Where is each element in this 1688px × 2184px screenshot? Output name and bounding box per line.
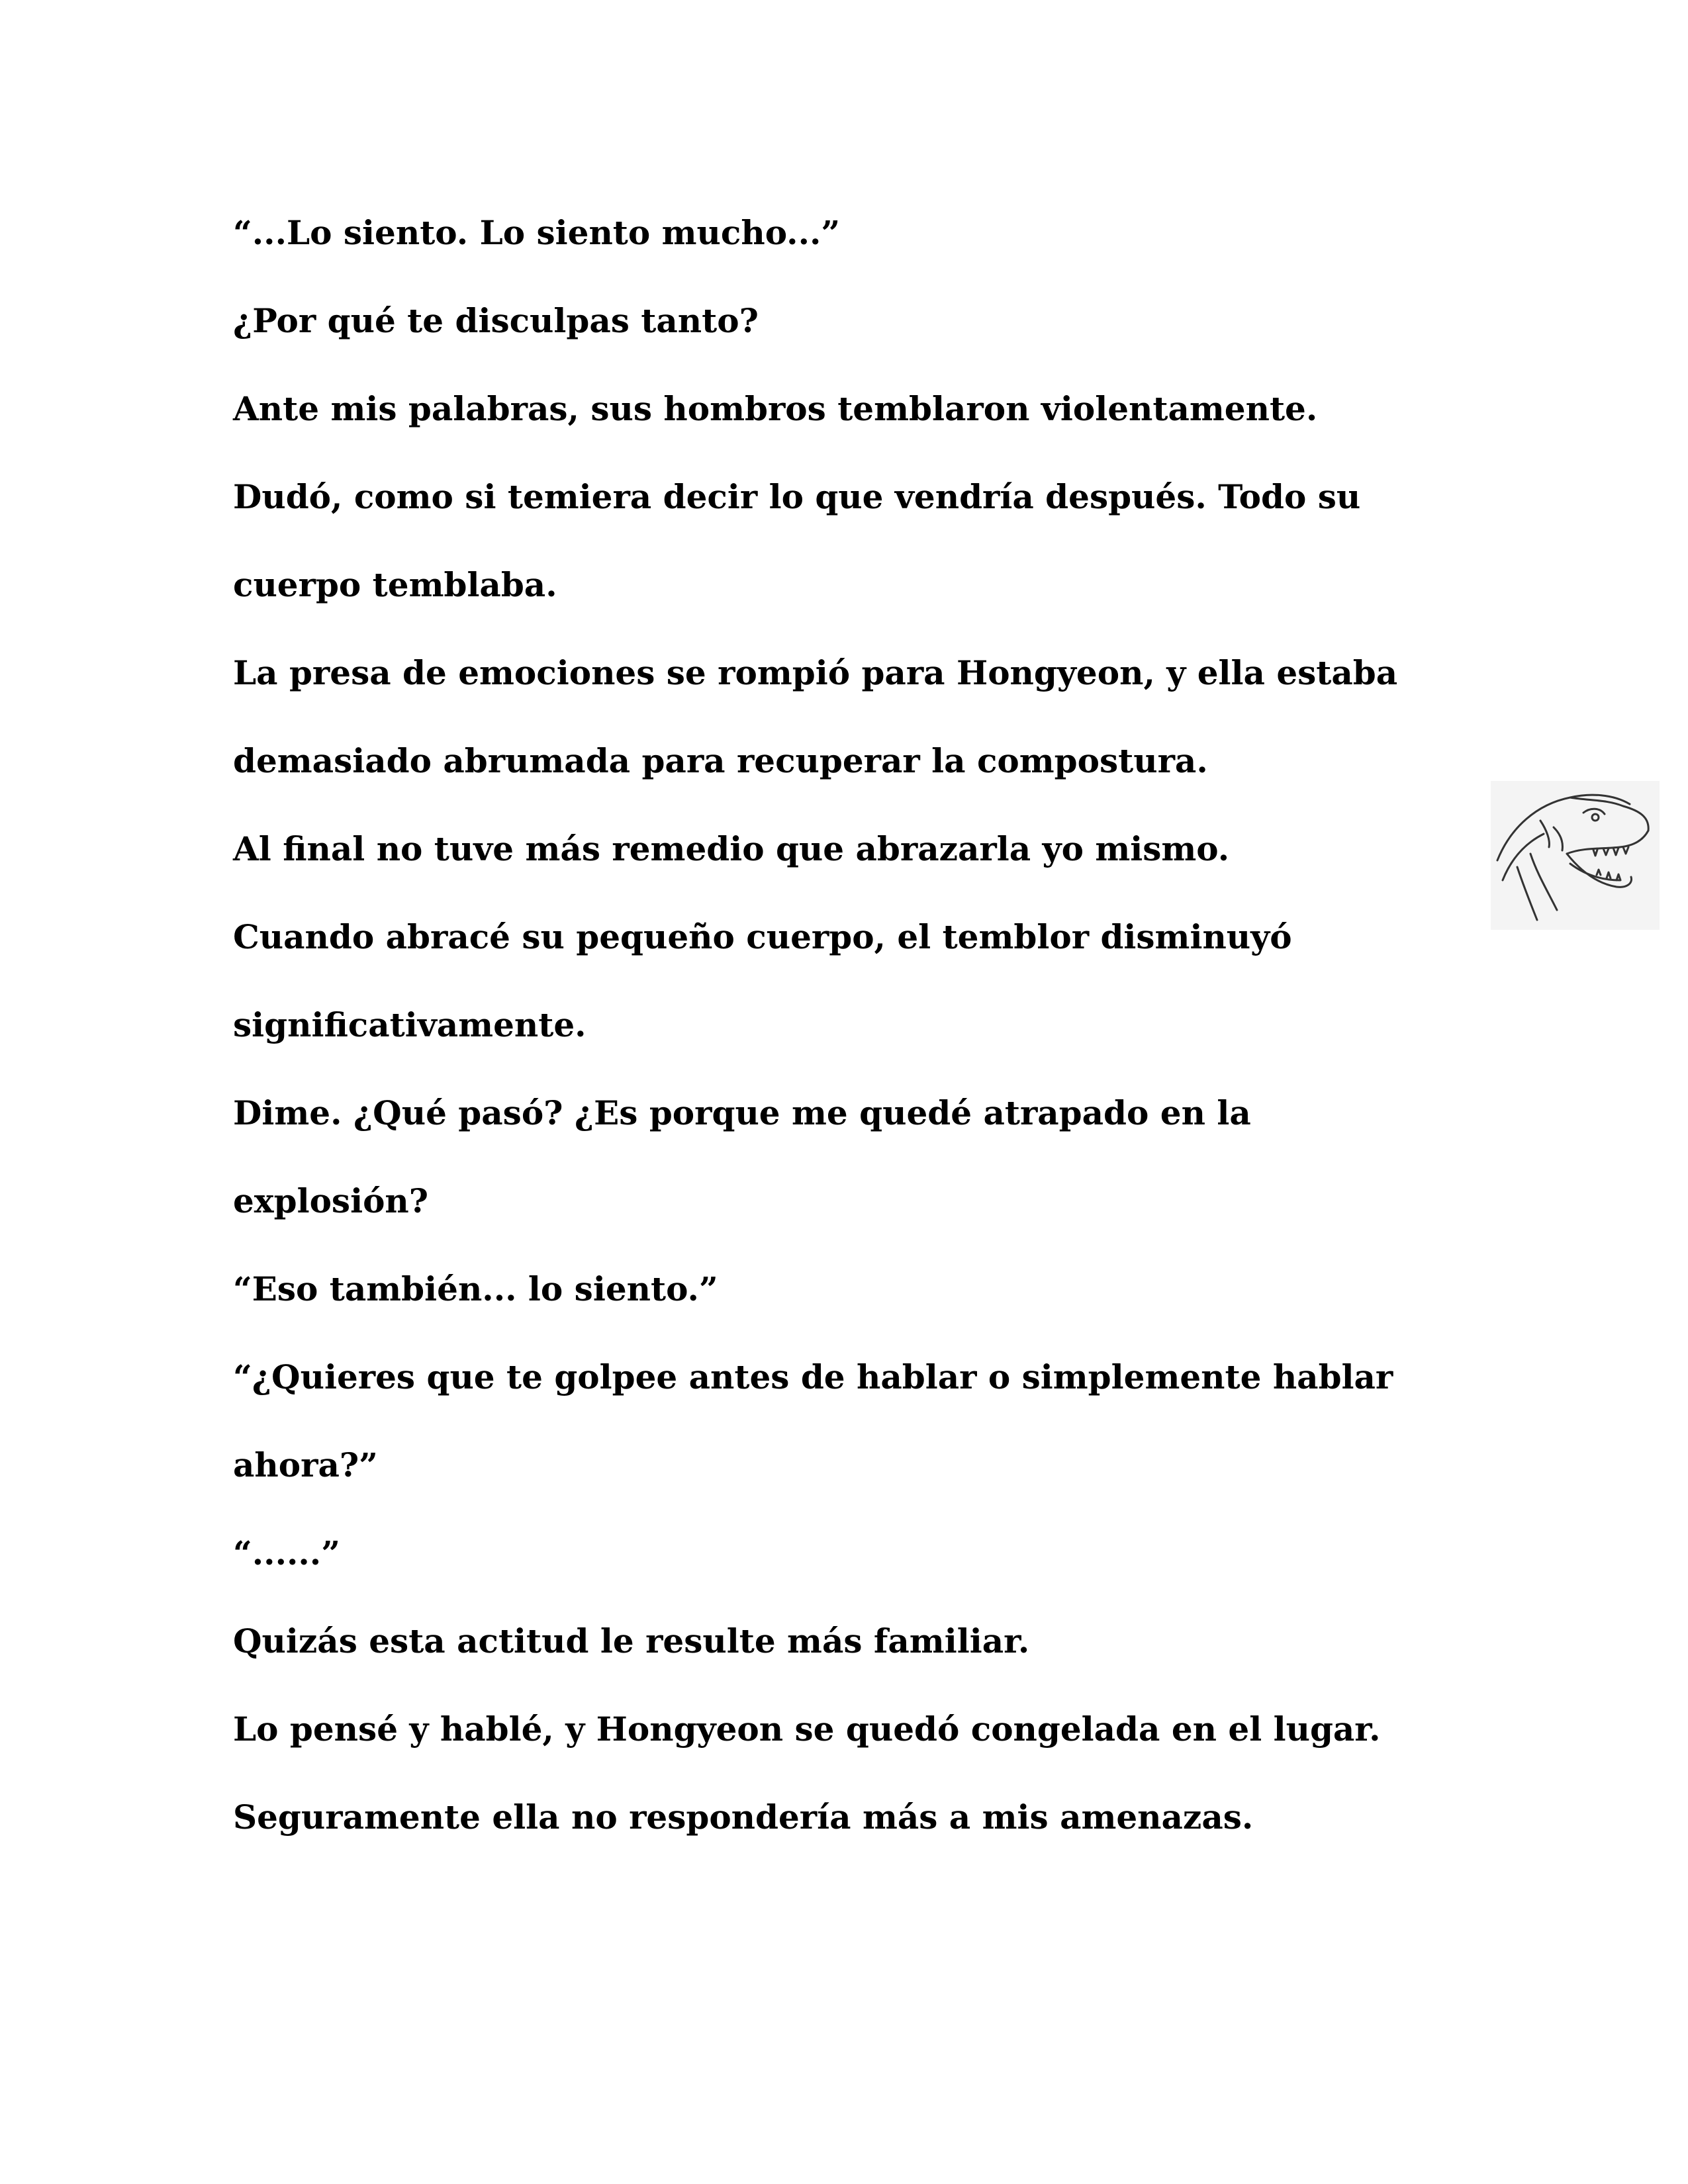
text-body [233,189,1491,1861]
text-line: La presa de emociones se rompió para Hongyeon, y ella estaba [233,653,1398,692]
text-line: “...Lo siento. Lo siento mucho...” [233,213,841,252]
text-line: “¿Quieres que te golpee antes de hablar o simplemente hablar [233,1357,1393,1396]
text-line: ahora?” [233,1445,378,1484]
text-line: cuerpo temblaba. [233,565,557,604]
dinosaur-head-icon [1491,781,1660,930]
text-line: Quizás esta actitud le resulte más familiar. [233,1621,1030,1661]
text-line: Dudó, como si temiera decir lo que vendría después. Todo su [233,477,1361,516]
text-line: ¿Por qué te disculpas tanto? [233,301,759,340]
text-line: significativamente. [233,1005,586,1044]
text-line: Ante mis palabras, sus hombros temblaron violentamente. [233,389,1318,428]
text-line: “Eso también... lo siento.” [233,1269,718,1308]
text-line: “......” [233,1533,340,1572]
text-line: Al final no tuve más remedio que abrazarla yo mismo. [233,829,1230,868]
text-line: Seguramente ella no respondería más a mis amenazas. [233,1797,1254,1837]
text-line: Lo pensé y hablé, y Hongyeon se quedó congelada en el lugar. [233,1709,1381,1749]
text-line: explosión? [233,1181,429,1220]
text-line: demasiado abrumada para recuperar la compostura. [233,741,1208,780]
text-line: Dime. ¿Qué pasó? ¿Es porque me quedé atrapado en la [233,1093,1251,1132]
text-line: Cuando abracé su pequeño cuerpo, el temblor disminuyó [233,917,1292,956]
